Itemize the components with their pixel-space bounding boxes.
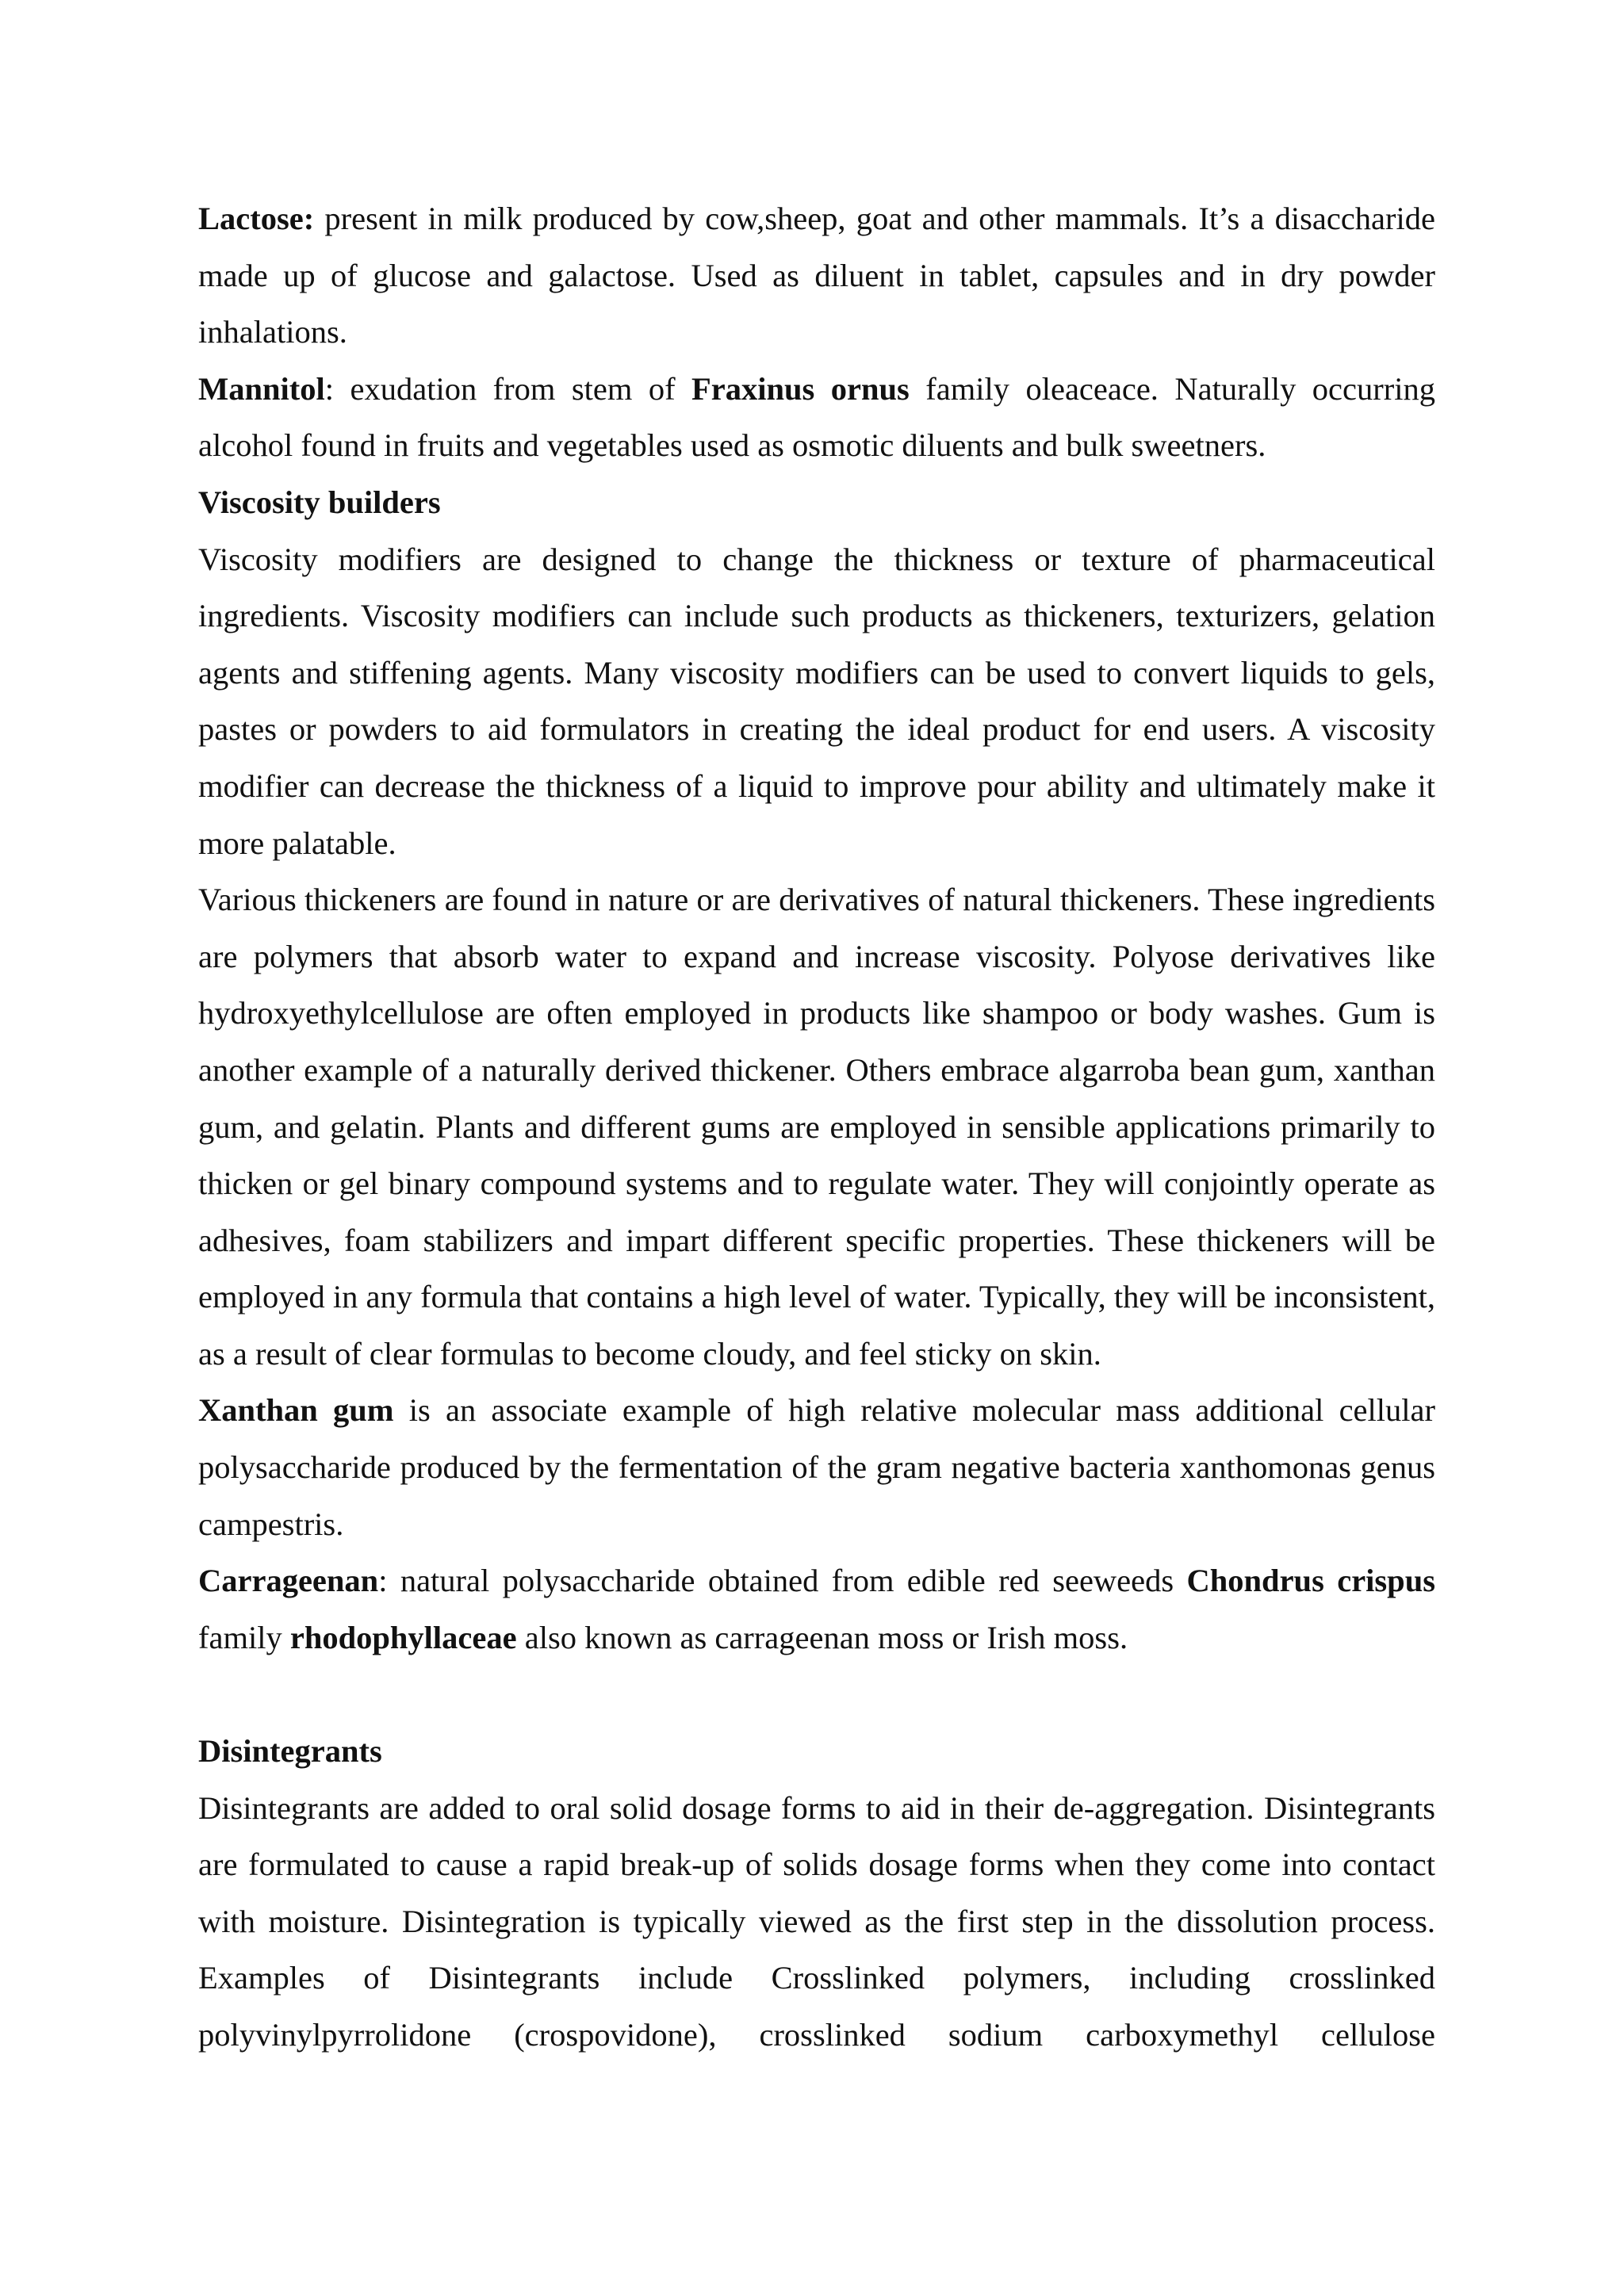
mannitol-species: Fraxinus ornus bbox=[691, 370, 910, 407]
carrageenan-text-1: : natural polysaccharide obtained from edible red seeweeds bbox=[378, 1563, 1187, 1599]
viscosity-paragraph-1: Viscosity modifiers are designed to change the thickness or texture of pharmaceutical ingredients. Viscosity modifiers can include such products as thickeners, texturizers, gelation agents and stiffening agents. Many viscosity modifiers can be used to convert liquids to gels, pastes or powders to aid formulators in creating the ideal product for end users. A viscosity modifier can decrease the thickness of a liquid to improve pour ability and ultimately make it more palatable. bbox=[198, 541, 1435, 861]
disintegrants-heading: Disintegrants bbox=[198, 1733, 382, 1770]
mannitol-paragraph bbox=[198, 361, 1435, 474]
carrageenan-term: Carrageenan bbox=[198, 1563, 379, 1599]
xanthan-paragraph bbox=[198, 1382, 1435, 1552]
carrageenan-family: rhodophyllaceae bbox=[289, 1619, 517, 1655]
mannitol-text-1: : exudation from stem of bbox=[324, 370, 692, 407]
carrageenan-species: Chondrus crispus bbox=[1186, 1563, 1435, 1599]
carrageenan-text-2: family bbox=[198, 1619, 290, 1655]
xanthan-term: Xanthan gum bbox=[198, 1392, 394, 1429]
document-page bbox=[198, 190, 1435, 2064]
section-spacer bbox=[198, 1666, 1435, 1723]
carrageenan-text-3: also known as carrageenan moss or Irish moss. bbox=[516, 1619, 1128, 1655]
lactose-term: Lactose: bbox=[198, 201, 315, 236]
viscosity-paragraph-2: Various thickeners are found in nature or are derivatives of natural thickeners. These ingredients are polymers that absorb water to expand and increase viscosity. Polyose derivatives like hydroxyethylcellulose are often employed in products like shampoo or body washes. Gum is another example of a naturally derived thickener. Others embrace algarroba bean gum, xanthan gum, and gelatin. Plants and different gums are employed in sensible applications primarily to thicken or gel binary compound systems and to regulate water. They will conjointly operate as adhesives, foam stabilizers and impart different specific properties. These thickeners will be employed in any formula that contains a high level of water. Typically, they will be inconsistent, as a result of clear formulas to become cloudy, and feel sticky on skin. bbox=[198, 882, 1435, 1372]
lactose-paragraph bbox=[198, 190, 1435, 361]
xanthan-text: is an associate example of high relative molecular mass additional cellular polysaccharide produced by the fermentation of the gram negative bacteria xanthomonas genus campestris. bbox=[198, 1392, 1435, 1542]
viscosity-heading: Viscosity builders bbox=[198, 484, 441, 520]
mannitol-text-2: family oleaceace. Naturally occurring alcohol found in fruits and vegetables used as osmotic diluents and bulk sweetners. bbox=[198, 370, 1435, 464]
mannitol-term: Mannitol bbox=[198, 370, 325, 407]
carrageenan-paragraph bbox=[198, 1552, 1435, 1666]
lactose-text: present in milk produced by cow,sheep, goat and other mammals. It’s a disaccharide made up of glucose and galactose. Used as diluent in tablet, capsules and in dry powder inhalations. bbox=[198, 201, 1435, 350]
disintegrants-paragraph: Disintegrants are added to oral solid dosage forms to aid in their de-aggregation. Disintegrants are formulated to cause a rapid break-up of solids dosage forms when they come into contact with moisture. Disintegration is typically viewed as the first step in the dissolution process. Examples of Disintegrants include Crosslinked polymers, including crosslinked polyvinylpyrrolidone (crospovidone), crosslinked sodium carboxymethyl cellulose bbox=[198, 1789, 1435, 2053]
